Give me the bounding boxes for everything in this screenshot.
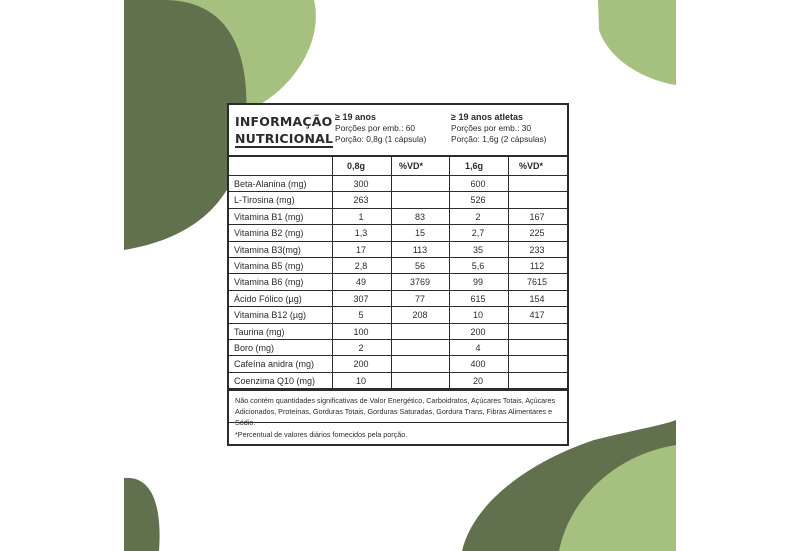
column-vd-1: %VD* (399, 161, 424, 171)
nutrient-name: Boro (mg) (234, 343, 275, 353)
percent-note: *Percentual de valores diários fornecidos pela porção. (235, 430, 408, 439)
group-2-portion: Porção: 1,6g (2 cápsulas) (451, 134, 547, 144)
group-2-servings: Porções por emb.: 30 (451, 123, 532, 133)
table-row (229, 192, 567, 208)
group-1-portion: Porção: 0,8g (1 cápsula) (335, 134, 427, 144)
value-portion-1: 1,3 (354, 228, 368, 239)
table-row (229, 373, 567, 389)
group-1-servings: Porções por emb.: 60 (335, 123, 416, 133)
value-vd-1: 113 (412, 244, 428, 255)
nutrient-name: L-Tirosina (mg) (234, 195, 295, 206)
table-row (229, 356, 567, 372)
value-portion-2: 200 (470, 326, 486, 337)
table-row (229, 242, 567, 258)
value-portion-2: 615 (470, 293, 486, 304)
table-title (235, 113, 333, 147)
value-portion-1: 49 (355, 277, 366, 288)
column-portion-1: 0,8g (347, 161, 366, 171)
value-portion-2: 5,6 (471, 261, 485, 271)
blob-top-right (598, 0, 676, 85)
percent-note-separator (229, 422, 567, 423)
nutrient-name: Cafeína anidra (mg) (234, 359, 315, 370)
value-portion-1: 300 (353, 179, 369, 189)
nutrient-name: Ácido Fólico (µg) (234, 293, 302, 304)
value-portion-2: 20 (472, 375, 483, 386)
value-portion-2: 2 (475, 211, 481, 222)
table-row (229, 274, 567, 290)
value-portion-2: 526 (470, 195, 486, 206)
group-2-info (451, 112, 546, 145)
value-portion-1: 200 (353, 359, 369, 370)
table-row (229, 291, 567, 307)
value-vd-2: 417 (529, 310, 545, 321)
table-row (229, 307, 567, 323)
footnote-separator (229, 389, 567, 391)
nutrition-table (227, 103, 569, 446)
column-vd-2: %VD* (519, 161, 544, 171)
nutrient-name: Taurina (mg) (234, 326, 285, 337)
table-row (229, 225, 567, 241)
value-portion-2: 400 (470, 359, 486, 370)
value-vd-1: 83 (414, 211, 425, 222)
value-portion-2: 35 (472, 244, 483, 255)
value-portion-1: 2 (358, 343, 364, 353)
value-vd-2: 225 (529, 228, 545, 239)
group-2-title: ≥ 19 anos atletas (451, 112, 523, 122)
value-vd-1: 3769 (409, 277, 431, 288)
value-portion-2: 4 (475, 343, 481, 353)
table-row (229, 176, 567, 192)
value-vd-2: 112 (529, 261, 545, 271)
table-header (229, 105, 567, 157)
value-portion-1: 17 (355, 244, 366, 255)
divider-vd1 (391, 157, 392, 391)
value-vd-2: 233 (529, 244, 545, 255)
value-vd-1: 15 (414, 228, 425, 239)
value-portion-1: 307 (353, 293, 369, 304)
value-portion-1: 263 (353, 195, 369, 206)
table-row (229, 324, 567, 340)
value-vd-1: 56 (414, 261, 425, 271)
value-vd-2: 7615 (526, 277, 548, 288)
table-row (229, 258, 567, 274)
value-portion-1: 100 (353, 326, 369, 337)
value-portion-1: 1 (358, 211, 364, 222)
table-row (229, 340, 567, 356)
nutrient-name: Vitamina B5 (mg) (234, 261, 304, 271)
value-vd-2: 167 (529, 211, 545, 222)
value-portion-1: 5 (358, 310, 364, 321)
divider-name (332, 157, 333, 391)
nutrient-name: Vitamina B12 (µg) (234, 310, 307, 321)
table-row (229, 209, 567, 225)
column-portion-2: 1,6g (465, 161, 484, 171)
blob-bottom-left (124, 478, 160, 551)
column-header-row (229, 157, 567, 176)
title-line-2: NUTRICIONAL (235, 131, 334, 146)
footnote-text: Não contém quantidades significativas de Valor Energético, Carboidratos, Açúcares Totais, Açúcares Adicionados, Proteínas, Gorduras Totais, Gorduras Saturadas, Gordura Trans, Fibras Alimentares e (235, 396, 556, 416)
value-portion-2: 99 (472, 277, 483, 288)
nutrient-name: Coenzima Q10 (mg) (234, 375, 316, 386)
value-portion-2: 2,7 (471, 228, 485, 239)
value-portion-2: 600 (470, 179, 486, 189)
nutrient-name: Vitamina B6 (mg) (234, 277, 304, 288)
image-canvas (124, 0, 676, 551)
group-1-info (335, 112, 426, 145)
title-line-1: INFORMAÇÃO (235, 114, 333, 129)
nutrient-name: Beta-Alanina (mg) (234, 179, 307, 189)
value-vd-1: 77 (414, 293, 425, 304)
divider-portion2 (449, 157, 450, 391)
value-portion-1: 2,8 (354, 261, 368, 271)
value-portion-2: 10 (472, 310, 483, 321)
nutrition-panel (227, 103, 676, 446)
nutrient-name: Vitamina B1 (mg) (234, 211, 304, 222)
divider-vd2 (508, 157, 509, 391)
nutrient-name: Vitamina B2 (mg) (234, 228, 304, 239)
nutrient-name: Vitamina B3(mg) (234, 244, 301, 255)
value-portion-1: 10 (355, 375, 366, 386)
group-1-title: ≥ 19 anos (335, 112, 376, 122)
value-vd-1: 208 (412, 310, 428, 321)
value-vd-2: 154 (529, 293, 545, 304)
